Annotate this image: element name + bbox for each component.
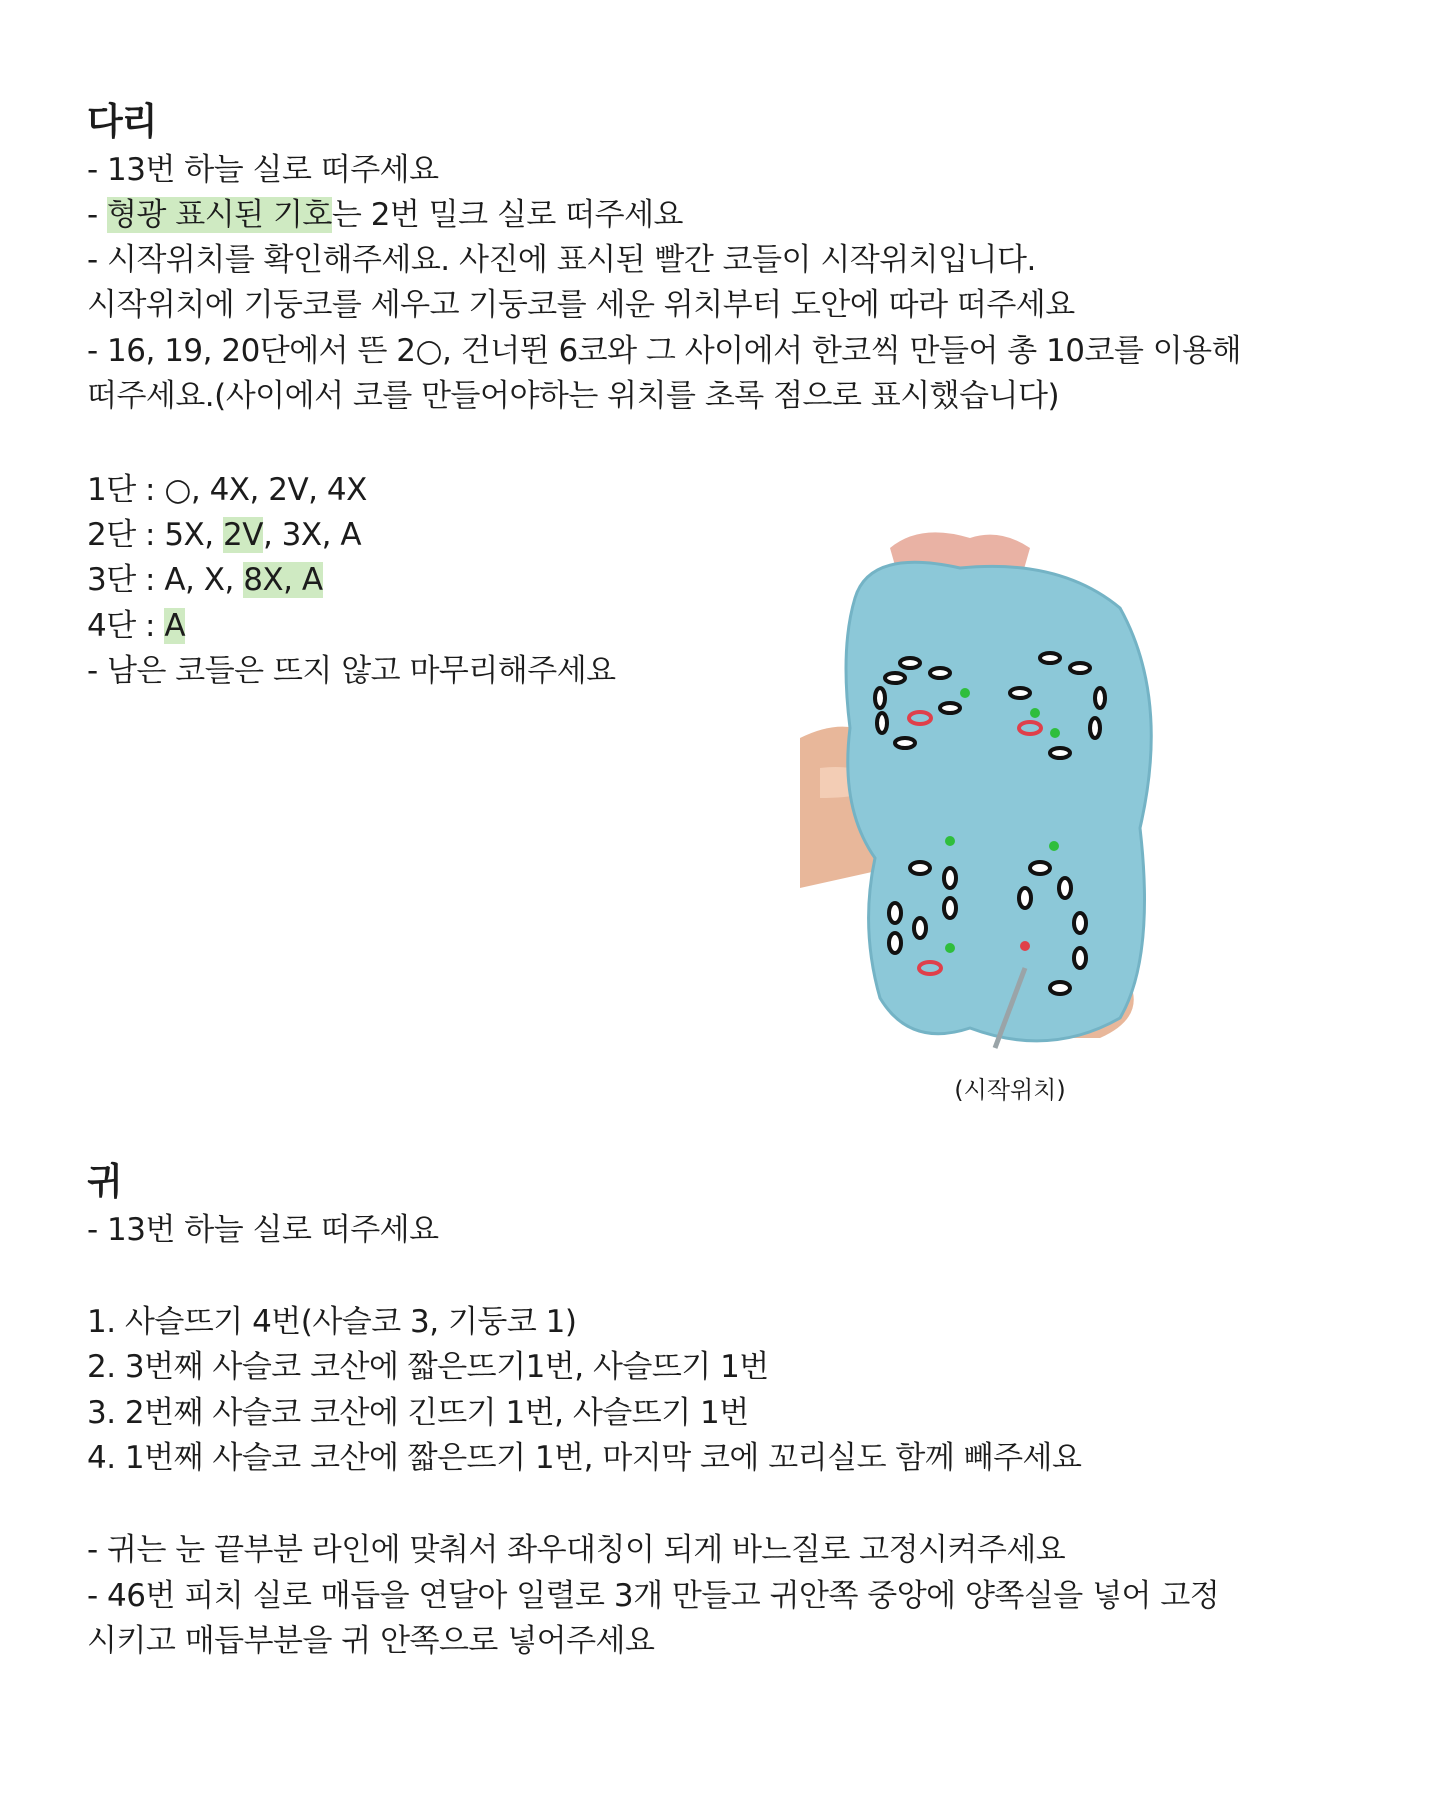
- ears-step-2: 2. 3번째 사슬코 코산에 짧은뜨기1번, 사슬뜨기 1번: [87, 1349, 769, 1385]
- row-1: 1단 : ○, 4X, 2V, 4X: [87, 472, 367, 508]
- legs-yarn-note: - 13번 하늘 실로 떠주세요: [87, 152, 439, 188]
- legs-start-note-cont: 시작위치에 기둥코를 세우고 기둥코를 세운 위치부터 도안에 따라 떠주세요: [87, 287, 1075, 323]
- blue-crochet-piece: [846, 562, 1151, 1041]
- legs-start-note: - 시작위치를 확인해주세요. 사진에 표시된 빨간 코들이 시작위치입니다.: [87, 242, 1036, 278]
- legs-finish-note: - 남은 코들은 뜨지 않고 마무리해주세요: [87, 653, 616, 689]
- row-4: 4단 : A: [87, 608, 186, 644]
- ears-yarn-note: - 13번 하늘 실로 떠주세요: [87, 1212, 439, 1248]
- ears-step-1: 1. 사슬뜨기 4번(사슬코 3, 기둥코 1): [87, 1304, 577, 1340]
- legs-stitch-note-cont: 떠주세요.(사이에서 코를 만들어야하는 위치를 초록 점으로 표시했습니다): [87, 378, 1060, 414]
- red-dot: [1020, 941, 1030, 951]
- photo-caption: (시작위치): [954, 1076, 1066, 1104]
- ears-step-4: 4. 1번째 사슬코 코산에 짧은뜨기 1번, 마지막 코에 꼬리실도 함께 빼주세요: [87, 1440, 1082, 1476]
- ears-step-3: 3. 2번째 사슬코 코산에 긴뜨기 1번, 사슬뜨기 1번: [87, 1395, 749, 1431]
- ears-attach-note: - 귀는 눈 끝부분 라인에 맞춰서 좌우대칭이 되게 바느질로 고정시켜주세요: [87, 1532, 1066, 1568]
- row-3: 3단 : A, X, 8X, A: [87, 562, 323, 598]
- legs-heading: 다리: [87, 100, 157, 143]
- start-position-photo: [800, 528, 1170, 1058]
- row-2: 2단 : 5X, 2V, 3X, A: [87, 517, 362, 553]
- highlight-symbol-text: 형광 표시된 기호: [107, 197, 332, 233]
- ears-heading: 귀: [87, 1160, 122, 1203]
- legs-highlight-note: - 형광 표시된 기호는 2번 밀크 실로 떠주세요: [87, 197, 683, 233]
- ears-knot-note-cont: 시키고 매듭부분을 귀 안쪽으로 넣어주세요: [87, 1623, 655, 1659]
- legs-stitch-note: - 16, 19, 20단에서 뜬 2○, 건너뛴 6코와 그 사이에서 한코씩 만들어 총 10코를 이용해: [87, 333, 1242, 369]
- ears-knot-note: - 46번 피치 실로 매듭을 연달아 일렬로 3개 만들고 귀안쪽 중앙에 양쪽실을 넣어 고정: [87, 1578, 1220, 1614]
